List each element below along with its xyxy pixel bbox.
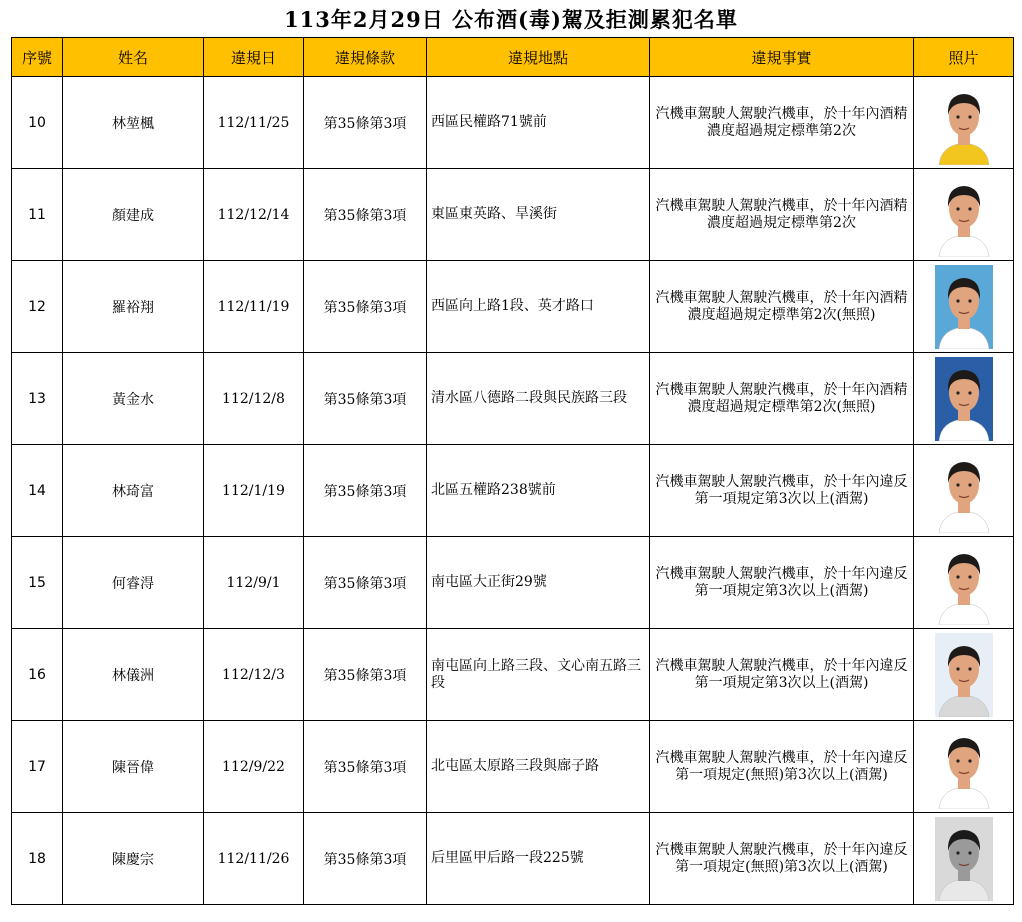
table-row [12, 77, 1014, 169]
violation-date: 112/1/19 [204, 445, 304, 537]
row-number: 15 [12, 537, 63, 629]
violation-clause: 第35條第3項 [304, 169, 427, 261]
offender-photo [935, 357, 993, 441]
violation-fact: 汽機車駕駛人駕駛汽機車，於十年內酒精濃度超過規定標準第2次(無照) [650, 261, 914, 353]
violation-clause: 第35條第3項 [304, 445, 427, 537]
violation-clause: 第35條第3項 [304, 537, 427, 629]
table-row [12, 169, 1014, 261]
violation-fact: 汽機車駕駛人駕駛汽機車，於十年內違反第一項規定(無照)第3次以上(酒駕) [650, 721, 914, 813]
row-number: 11 [12, 169, 63, 261]
table-row [12, 629, 1014, 721]
violation-clause: 第35條第3項 [304, 721, 427, 813]
row-number: 10 [12, 77, 63, 169]
table-row [12, 445, 1014, 537]
violation-location: 北屯區太原路三段與廍子路 [427, 721, 650, 813]
violation-location: 后里區甲后路一段225號 [427, 813, 650, 905]
row-number: 14 [12, 445, 63, 537]
violation-location: 東區東英路、旱溪街 [427, 169, 650, 261]
violation-fact: 汽機車駕駛人駕駛汽機車，於十年內酒精濃度超過規定標準第2次 [650, 169, 914, 261]
offender-name: 顏建成 [63, 169, 204, 261]
violation-location: 北區五權路238號前 [427, 445, 650, 537]
row-number: 18 [12, 813, 63, 905]
offender-photo [935, 449, 993, 533]
table-row [12, 721, 1014, 813]
offender-photo [935, 817, 993, 901]
offender-photo [935, 541, 993, 625]
offender-photo-cell [914, 77, 1014, 169]
offender-photo-cell [914, 629, 1014, 721]
violation-date: 112/12/8 [204, 353, 304, 445]
table-row [12, 813, 1014, 905]
violation-fact: 汽機車駕駛人駕駛汽機車，於十年內違反第一項規定第3次以上(酒駕) [650, 445, 914, 537]
violation-fact: 汽機車駕駛人駕駛汽機車，於十年內違反第一項規定(無照)第3次以上(酒駕) [650, 813, 914, 905]
offender-photo-cell [914, 169, 1014, 261]
violation-date: 112/12/14 [204, 169, 304, 261]
offender-photo-cell [914, 721, 1014, 813]
violation-location: 南屯區大正街29號 [427, 537, 650, 629]
violation-clause: 第35條第3項 [304, 629, 427, 721]
violation-clause: 第35條第3項 [304, 353, 427, 445]
violation-fact: 汽機車駕駛人駕駛汽機車，於十年內酒精濃度超過規定標準第2次(無照) [650, 353, 914, 445]
violation-clause: 第35條第3項 [304, 261, 427, 353]
violation-clause: 第35條第3項 [304, 813, 427, 905]
header-no: 序號 [12, 38, 63, 77]
violation-location: 南屯區向上路三段、文心南五路三段 [427, 629, 650, 721]
offender-photo [935, 265, 993, 349]
offender-name: 黃金水 [63, 353, 204, 445]
row-number: 17 [12, 721, 63, 813]
violation-date: 112/9/22 [204, 721, 304, 813]
header-location: 違規地點 [427, 38, 650, 77]
violation-clause: 第35條第3項 [304, 77, 427, 169]
header-name: 姓名 [63, 38, 204, 77]
offender-photo-cell [914, 537, 1014, 629]
offender-photo [935, 633, 993, 717]
offender-name: 何睿淂 [63, 537, 204, 629]
offender-photo [935, 725, 993, 809]
offender-name: 林儀洲 [63, 629, 204, 721]
table-header-row [12, 38, 1014, 77]
header-clause: 違規條款 [304, 38, 427, 77]
table-row [12, 261, 1014, 353]
offender-table [11, 37, 1014, 905]
row-number: 13 [12, 353, 63, 445]
header-fact: 違規事實 [650, 38, 914, 77]
violation-date: 112/12/3 [204, 629, 304, 721]
offender-photo-cell [914, 353, 1014, 445]
header-date: 違規日 [204, 38, 304, 77]
offender-name: 陳晉偉 [63, 721, 204, 813]
row-number: 12 [12, 261, 63, 353]
header-photo: 照片 [914, 38, 1014, 77]
violation-fact: 汽機車駕駛人駕駛汽機車，於十年內酒精濃度超過規定標準第2次 [650, 77, 914, 169]
violation-date: 112/11/26 [204, 813, 304, 905]
violation-fact: 汽機車駕駛人駕駛汽機車，於十年內違反第一項規定第3次以上(酒駕) [650, 629, 914, 721]
table-row [12, 537, 1014, 629]
violation-fact: 汽機車駕駛人駕駛汽機車，於十年內違反第一項規定第3次以上(酒駕) [650, 537, 914, 629]
offender-photo [935, 81, 993, 165]
offender-name: 林琦富 [63, 445, 204, 537]
page-title: 113年2月29日 公布酒(毒)駕及拒測累犯名單 [284, 7, 738, 32]
violation-location: 清水區八德路二段與民族路三段 [427, 353, 650, 445]
offender-photo-cell [914, 445, 1014, 537]
offender-photo-cell [914, 813, 1014, 905]
violation-date: 112/11/25 [204, 77, 304, 169]
table-row [12, 353, 1014, 445]
offender-photo [935, 173, 993, 257]
offender-name: 林堃楓 [63, 77, 204, 169]
offender-name: 陳慶宗 [63, 813, 204, 905]
row-number: 16 [12, 629, 63, 721]
offender-photo-cell [914, 261, 1014, 353]
offender-name: 羅裕翔 [63, 261, 204, 353]
violation-location: 西區民權路71號前 [427, 77, 650, 169]
violation-date: 112/9/1 [204, 537, 304, 629]
violation-location: 西區向上路1段、英才路口 [427, 261, 650, 353]
violation-date: 112/11/19 [204, 261, 304, 353]
